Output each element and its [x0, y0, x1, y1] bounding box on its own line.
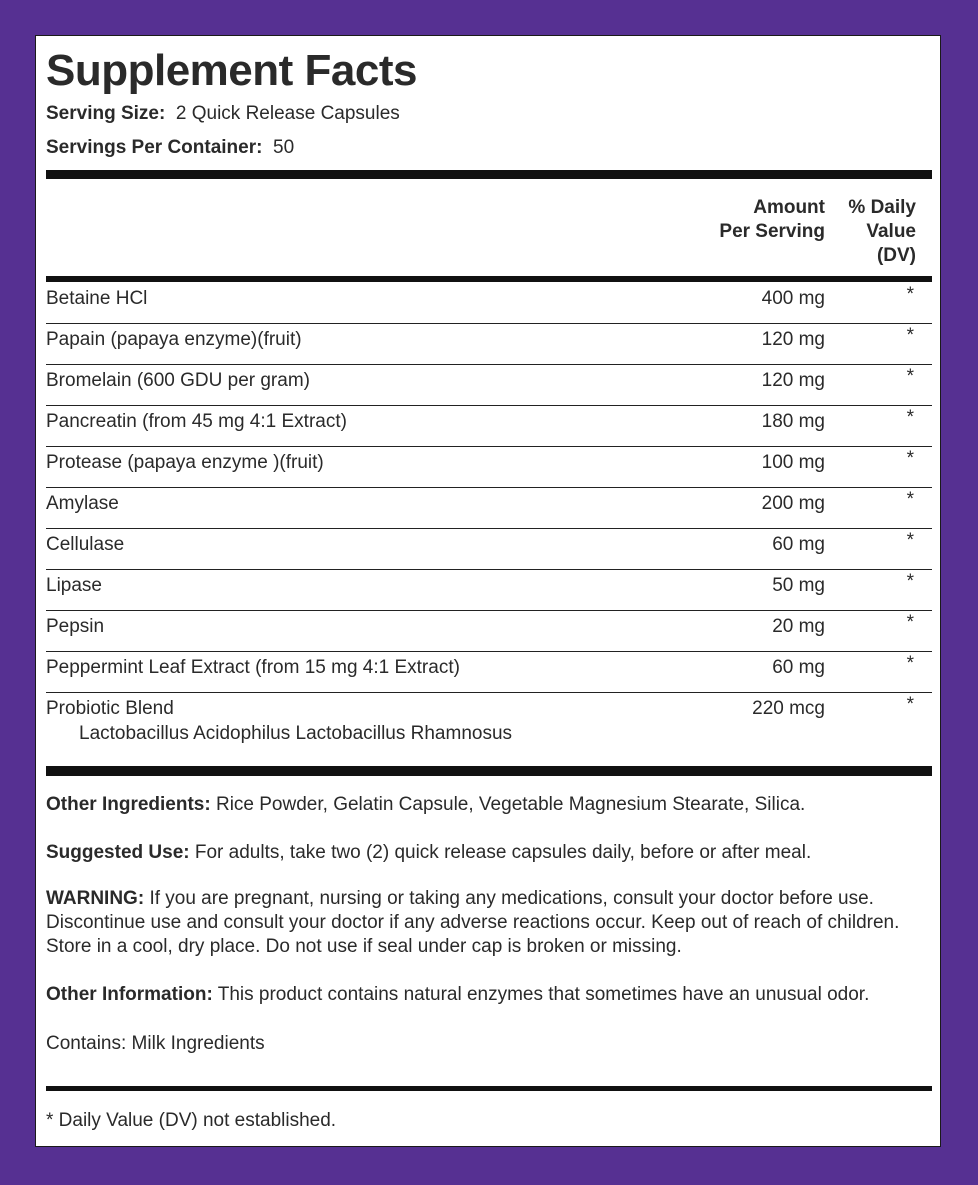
page-title: Supplement Facts [46, 46, 417, 95]
warning-text: If you are pregnant, nursing or taking any medications, consult your doctor before use. Discontinue use and consult your doctor if any adverse reactions occur. Keep out of reach of children. Store in a cool, dry place. Do not use if seal under cap is broken or missing. [46, 888, 900, 957]
servings-per-container-value: 50 [273, 137, 295, 158]
other-information [46, 983, 932, 1007]
table-row [46, 692, 932, 766]
nutrient-dv: * [906, 448, 914, 469]
suggested-use [46, 841, 932, 865]
nutrient-name: Pancreatin (from 45 mg 4:1 Extract) [46, 411, 347, 432]
nutrient-dv: * [906, 489, 914, 510]
serving-size-label: Serving Size: [46, 103, 166, 124]
nutrient-dv: * [906, 694, 914, 715]
nutrient-name: Bromelain (600 GDU per gram) [46, 370, 310, 391]
nutrient-dv: * [906, 612, 914, 633]
nutrient-amount: 60 mg [772, 657, 825, 678]
nutrient-name: Pepsin [46, 616, 105, 637]
table-row [46, 446, 932, 488]
dv-header-line3: (DV) [876, 245, 916, 266]
nutrient-name: Peppermint Leaf Extract (from 15 mg 4:1 Extract) [46, 657, 460, 678]
nutrient-name: Lipase [46, 575, 102, 596]
nutrient-name: Amylase [46, 493, 119, 514]
top-rule [46, 170, 932, 179]
table-row [46, 323, 932, 365]
dv-header-line1: % Daily [848, 197, 916, 218]
nutrient-amount: 100 mg [761, 452, 825, 473]
daily-value-header [848, 196, 916, 268]
nutrient-dv: * [906, 571, 914, 592]
table-row [46, 282, 932, 324]
table-bottom-rule [46, 766, 932, 776]
nutrient-amount: 220 mcg [752, 698, 825, 719]
nutrient-amount: 200 mg [761, 493, 825, 514]
probiotic-strains: Lactobacillus Acidophilus Lactobacillus Rhamnosus [79, 723, 513, 744]
suggested-use-text: For adults, take two (2) quick release capsules daily, before or after meal. [194, 842, 812, 863]
nutrient-name: Betaine HCl [46, 288, 148, 309]
nutrient-name: Probiotic Blend [46, 698, 174, 719]
nutrient-amount: 180 mg [761, 411, 825, 432]
supplement-facts-panel [35, 35, 941, 1147]
nutrient-amount: 400 mg [761, 288, 825, 309]
other-ingredients-text: Rice Powder, Gelatin Capsule, Vegetable Magnesium Stearate, Silica. [215, 794, 806, 815]
nutrient-dv: * [906, 653, 914, 674]
nutrient-amount: 20 mg [772, 616, 825, 637]
nutrient-name: Protease (papaya enzyme )(fruit) [46, 452, 324, 473]
table-row [46, 364, 932, 406]
nutrient-dv: * [906, 530, 914, 551]
nutrient-dv: * [906, 284, 914, 305]
other-information-text: This product contains natural enzymes that sometimes have an unusual odor. [217, 984, 870, 1005]
footnote-rule [46, 1086, 932, 1091]
nutrient-name: Cellulase [46, 534, 125, 555]
servings-per-container [46, 137, 294, 159]
serving-size-value: 2 Quick Release Capsules [175, 103, 400, 124]
nutrient-amount: 50 mg [772, 575, 825, 596]
nutrient-name: Papain (papaya enzyme)(fruit) [46, 329, 302, 350]
table-row [46, 610, 932, 652]
other-information-label: Other Information: [46, 984, 213, 1005]
table-row [46, 487, 932, 529]
nutrient-dv: * [906, 407, 914, 428]
nutrient-amount: 60 mg [772, 534, 825, 555]
nutrient-dv: * [906, 325, 914, 346]
other-ingredients [46, 793, 932, 817]
warning-label: WARNING: [46, 888, 145, 909]
warning [46, 887, 932, 959]
table-row [46, 405, 932, 447]
serving-size [46, 103, 400, 125]
footnote: * Daily Value (DV) not established. [46, 1110, 337, 1131]
servings-per-container-label: Servings Per Container: [46, 137, 263, 158]
table-row [46, 651, 932, 693]
dv-header-line2: Value [866, 221, 916, 242]
other-ingredients-label: Other Ingredients: [46, 794, 211, 815]
nutrient-amount: 120 mg [761, 329, 825, 350]
allergen-statement: Contains: Milk Ingredients [46, 1033, 265, 1054]
table-row [46, 528, 932, 570]
table-row [46, 569, 932, 611]
suggested-use-label: Suggested Use: [46, 842, 190, 863]
amount-header-line2: Per Serving [719, 221, 825, 242]
nutrient-amount: 120 mg [761, 370, 825, 391]
amount-header-line1: Amount [753, 197, 825, 218]
nutrient-dv: * [906, 366, 914, 387]
amount-header [719, 196, 825, 244]
